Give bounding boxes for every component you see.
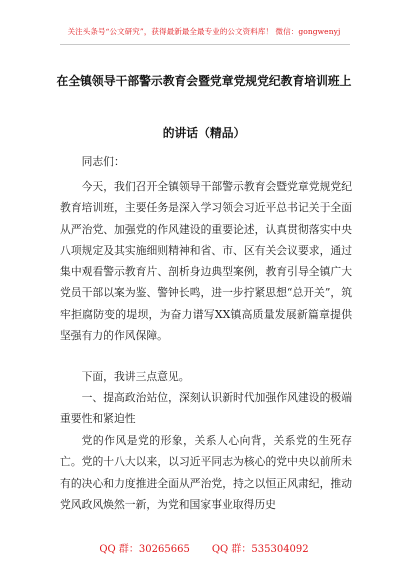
greeting: 同志们： <box>81 155 125 168</box>
document-title-line-2: 的讲话（精品） <box>162 126 246 140</box>
document-title-line-1: 在全镇领导干部警示教育会暨党章党规党纪教育培训班上 <box>56 74 352 88</box>
header-divider <box>60 44 350 45</box>
header-banner: 关注头条号“公文研究”，获得最新最全最专业的公文资料库！ 微信：gongwenyj <box>67 27 341 36</box>
paragraph-opening: 今天，我们召开全镇领导干部警示教育会暨党章党规党纪教育培训班，主要任务是深入学习领会习近平总书记关于全面从严治党、加强党的作风建设的重要论述，认真贯彻落实中央八项规定及其实施细则精神和省、市、区有关会议要求，通过集中观看警示教育片、剖析身边典型案例，教育引导全镇广大党员干部以案为鉴、警钟长鸣，进一步拧紧思想“总开关”，筑牢拒腐防变的堤坝，为奋力谱写XX镇高质量发展新篇章提供坚强有力的作风保障。 <box>60 180 352 343</box>
paragraph-transition: 下面，我讲三点意见。 <box>81 370 190 383</box>
footer-qq-group-1: QQ 群：30265665 <box>99 544 190 555</box>
section-heading-1: 一、提高政治站位，深刻认识新时代加强作风建设的极端重要性和紧迫性 <box>60 391 352 426</box>
paragraph-section-1: 党的作风是党的形象，关系人心向背，关系党的生死存亡。党的十八大以来，以习近平同志为核心的党中央以前所未有的决心和力度推进全面从严治党，持之以恒正风肃纪，推动党风政风焕然一新，为党和国家事业取得历史 <box>60 434 352 511</box>
footer-contact <box>0 540 408 555</box>
footer-qq-group-2: QQ 群：535304092 <box>211 544 309 555</box>
